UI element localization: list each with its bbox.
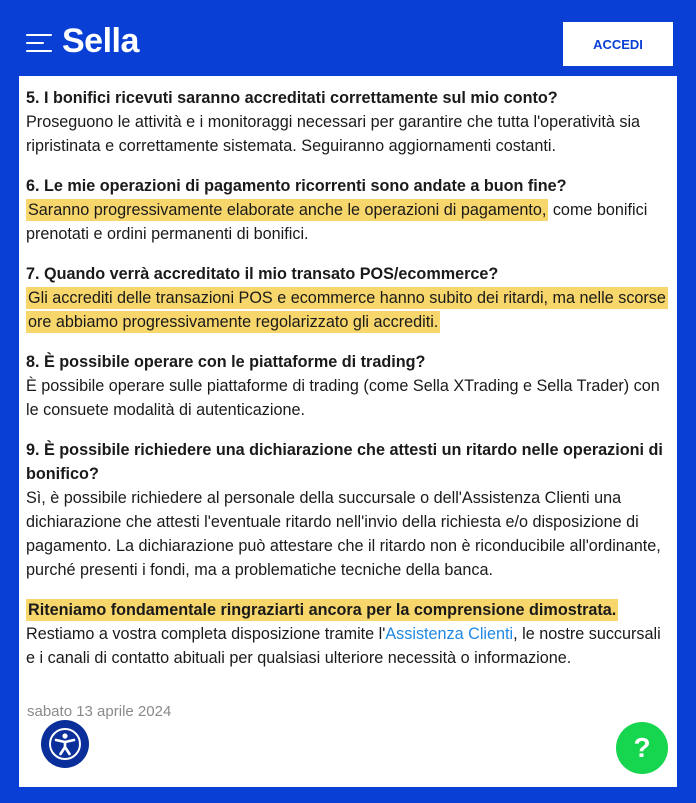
site-header [0, 0, 696, 86]
faq-answer [26, 198, 674, 246]
help-button[interactable] [616, 722, 668, 774]
closing-text [26, 622, 674, 670]
menu-icon[interactable] [26, 34, 52, 52]
closing-text-after: , le nostre succursali e i canali di contatto abituali per qualsiasi ulteriore necessità o informazione. [26, 625, 661, 667]
faq-question: 5. I bonifici ricevuti saranno accreditati correttamente sul mio conto? [26, 89, 558, 107]
accessibility-icon [48, 727, 82, 761]
highlighted-text: Riteniamo fondamentale ringraziarti ancora per la comprensione dimostrata. [28, 601, 617, 619]
faq-section [26, 86, 674, 686]
faq-question: 9. È possibile richiedere una dichiarazione che attesti un ritardo nelle operazioni di bonifico? [26, 441, 663, 483]
assistenza-clienti-link[interactable]: Assistenza Clienti [385, 625, 514, 643]
faq-question: 6. Le mie operazioni di pagamento ricorrenti sono andate a buon fine? [26, 177, 567, 195]
accessibility-button[interactable] [41, 720, 89, 768]
faq-item-9 [26, 438, 674, 582]
closing-text-before: Restiamo a vostra completa disposizione tramite l' [26, 625, 386, 643]
faq-question: 8. È possibile operare con le piattaforme di trading? [26, 353, 426, 371]
main-content [19, 76, 677, 787]
answer-text: come bonifici prenotati e ordini permanenti di bonifici. [26, 201, 648, 243]
faq-answer: Proseguono le attività e i monitoraggi necessari per garantire che tutta l'operatività sia ripristinata e correttamente sistemata. Seguiranno aggiornamenti costanti. [26, 113, 641, 155]
closing-message [26, 598, 674, 670]
faq-answer: È possibile operare sulle piattaforme di trading (come Sella XTrading e Sella Trader) con le consuete modalità di autenticazione. [26, 377, 660, 419]
faq-question: 7. Quando verrà accreditato il mio transato POS/ecommerce? [26, 265, 499, 283]
highlighted-text: Saranno progressivamente elaborate anche le operazioni di pagamento, [28, 201, 547, 219]
help-icon: ? [633, 732, 651, 763]
login-button[interactable]: ACCEDI [563, 22, 673, 66]
faq-item-7 [26, 262, 674, 334]
sella-logo[interactable]: Sella [62, 22, 139, 60]
thanks-heading [26, 598, 674, 622]
faq-answer: Sì, è possibile richiedere al personale della succursale o dell'Assistenza Clienti una dichiarazione che attesti l'eventuale ritardo nell'invio della richiesta e/o disposizione di pagamento. La dichiarazione può attestare che il ritardo non è riconducibile all'ordinante, purché presenti i fondi, ma a problematiche tecniche della banca. [26, 489, 661, 579]
faq-answer [26, 286, 674, 334]
publish-date: sabato 13 aprile 2024 [27, 703, 172, 720]
faq-item-5 [26, 86, 674, 158]
faq-item-6 [26, 174, 674, 246]
highlighted-text: Gli accrediti delle transazioni POS e ecommerce hanno subito dei ritardi, ma nelle scorse ore abbiamo progressivamente regolarizzato gli accrediti. [28, 289, 666, 331]
faq-item-8 [26, 350, 674, 422]
